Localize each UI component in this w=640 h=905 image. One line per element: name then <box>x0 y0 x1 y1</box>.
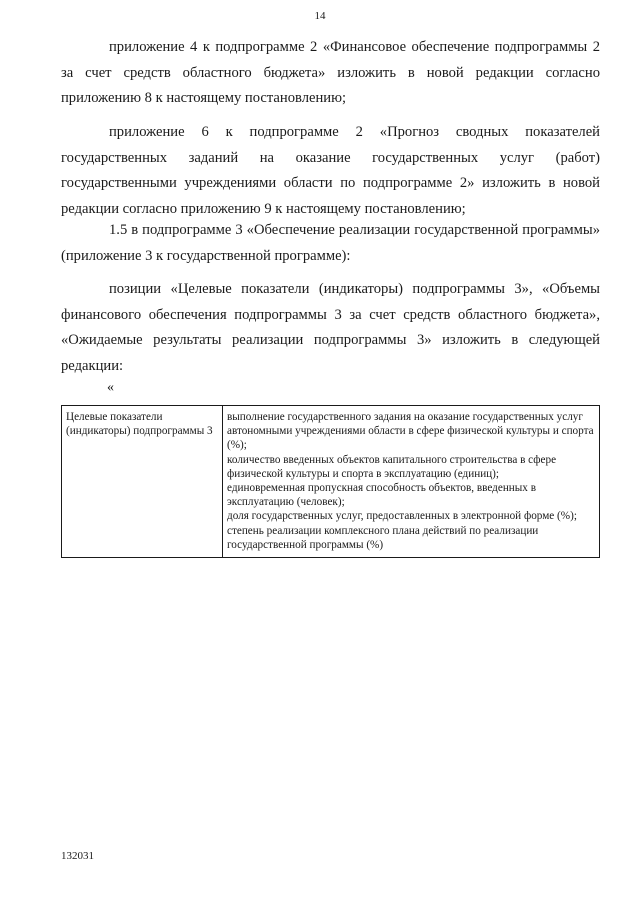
indicators-list-cell <box>223 406 600 558</box>
indicator-item: степень реализации комплексного плана действий по реализации государственной программы (%) <box>227 524 539 551</box>
indicators-label-cell: Целевые показатели (индикаторы) подпрограммы 3 <box>62 406 223 558</box>
table-row <box>62 406 600 558</box>
page-number: 14 <box>314 10 326 22</box>
indicator-item: выполнение государственного задания на оказание государственных услуг автономными учреждениями области в сфере физической культуры и спорта (%); <box>227 411 594 452</box>
indicator-item: количество введенных объектов капитального строительства в сфере физической культуры и спорта в эксплуатацию (единиц); <box>227 453 557 480</box>
opening-quote-mark: « <box>107 380 114 395</box>
indicator-item: доля государственных услуг, предоставленных в электронной форме (%); <box>227 510 577 523</box>
paragraph-appendix-6: приложение 6 к подпрограмме 2 «Прогноз сводных показателей государственных заданий на оказание государственных услуг (работ) государственными учреждениями области по подпрограмме 2» изложить в новой редакции согласно приложению 9 к настоящему постановлению; <box>61 124 600 217</box>
paragraph-appendix-4: приложение 4 к подпрограмме 2 «Финансовое обеспечение подпрограммы 2 за счет средств областного бюджета» изложить в новой редакции согласно приложению 8 к настоящему постановлению; <box>61 39 600 106</box>
paragraph-item-1-5: 1.5 в подпрограмме 3 «Обеспечение реализации государственной программы» (приложение 3 к государственной программе): <box>61 222 600 264</box>
indicator-item: единовременная пропускная способность объектов, введенных в эксплуатацию (человек); <box>227 482 536 509</box>
document-code: 132031 <box>61 850 94 862</box>
indicators-table <box>61 405 600 558</box>
paragraph-positions: позиции «Целевые показатели (индикаторы) подпрограммы 3», «Объемы финансового обеспечения подпрограммы 3 за счет средств областного бюджета», «Ожидаемые результаты реализации подпрограммы 3» изложить в следующей редакции: <box>61 281 600 374</box>
